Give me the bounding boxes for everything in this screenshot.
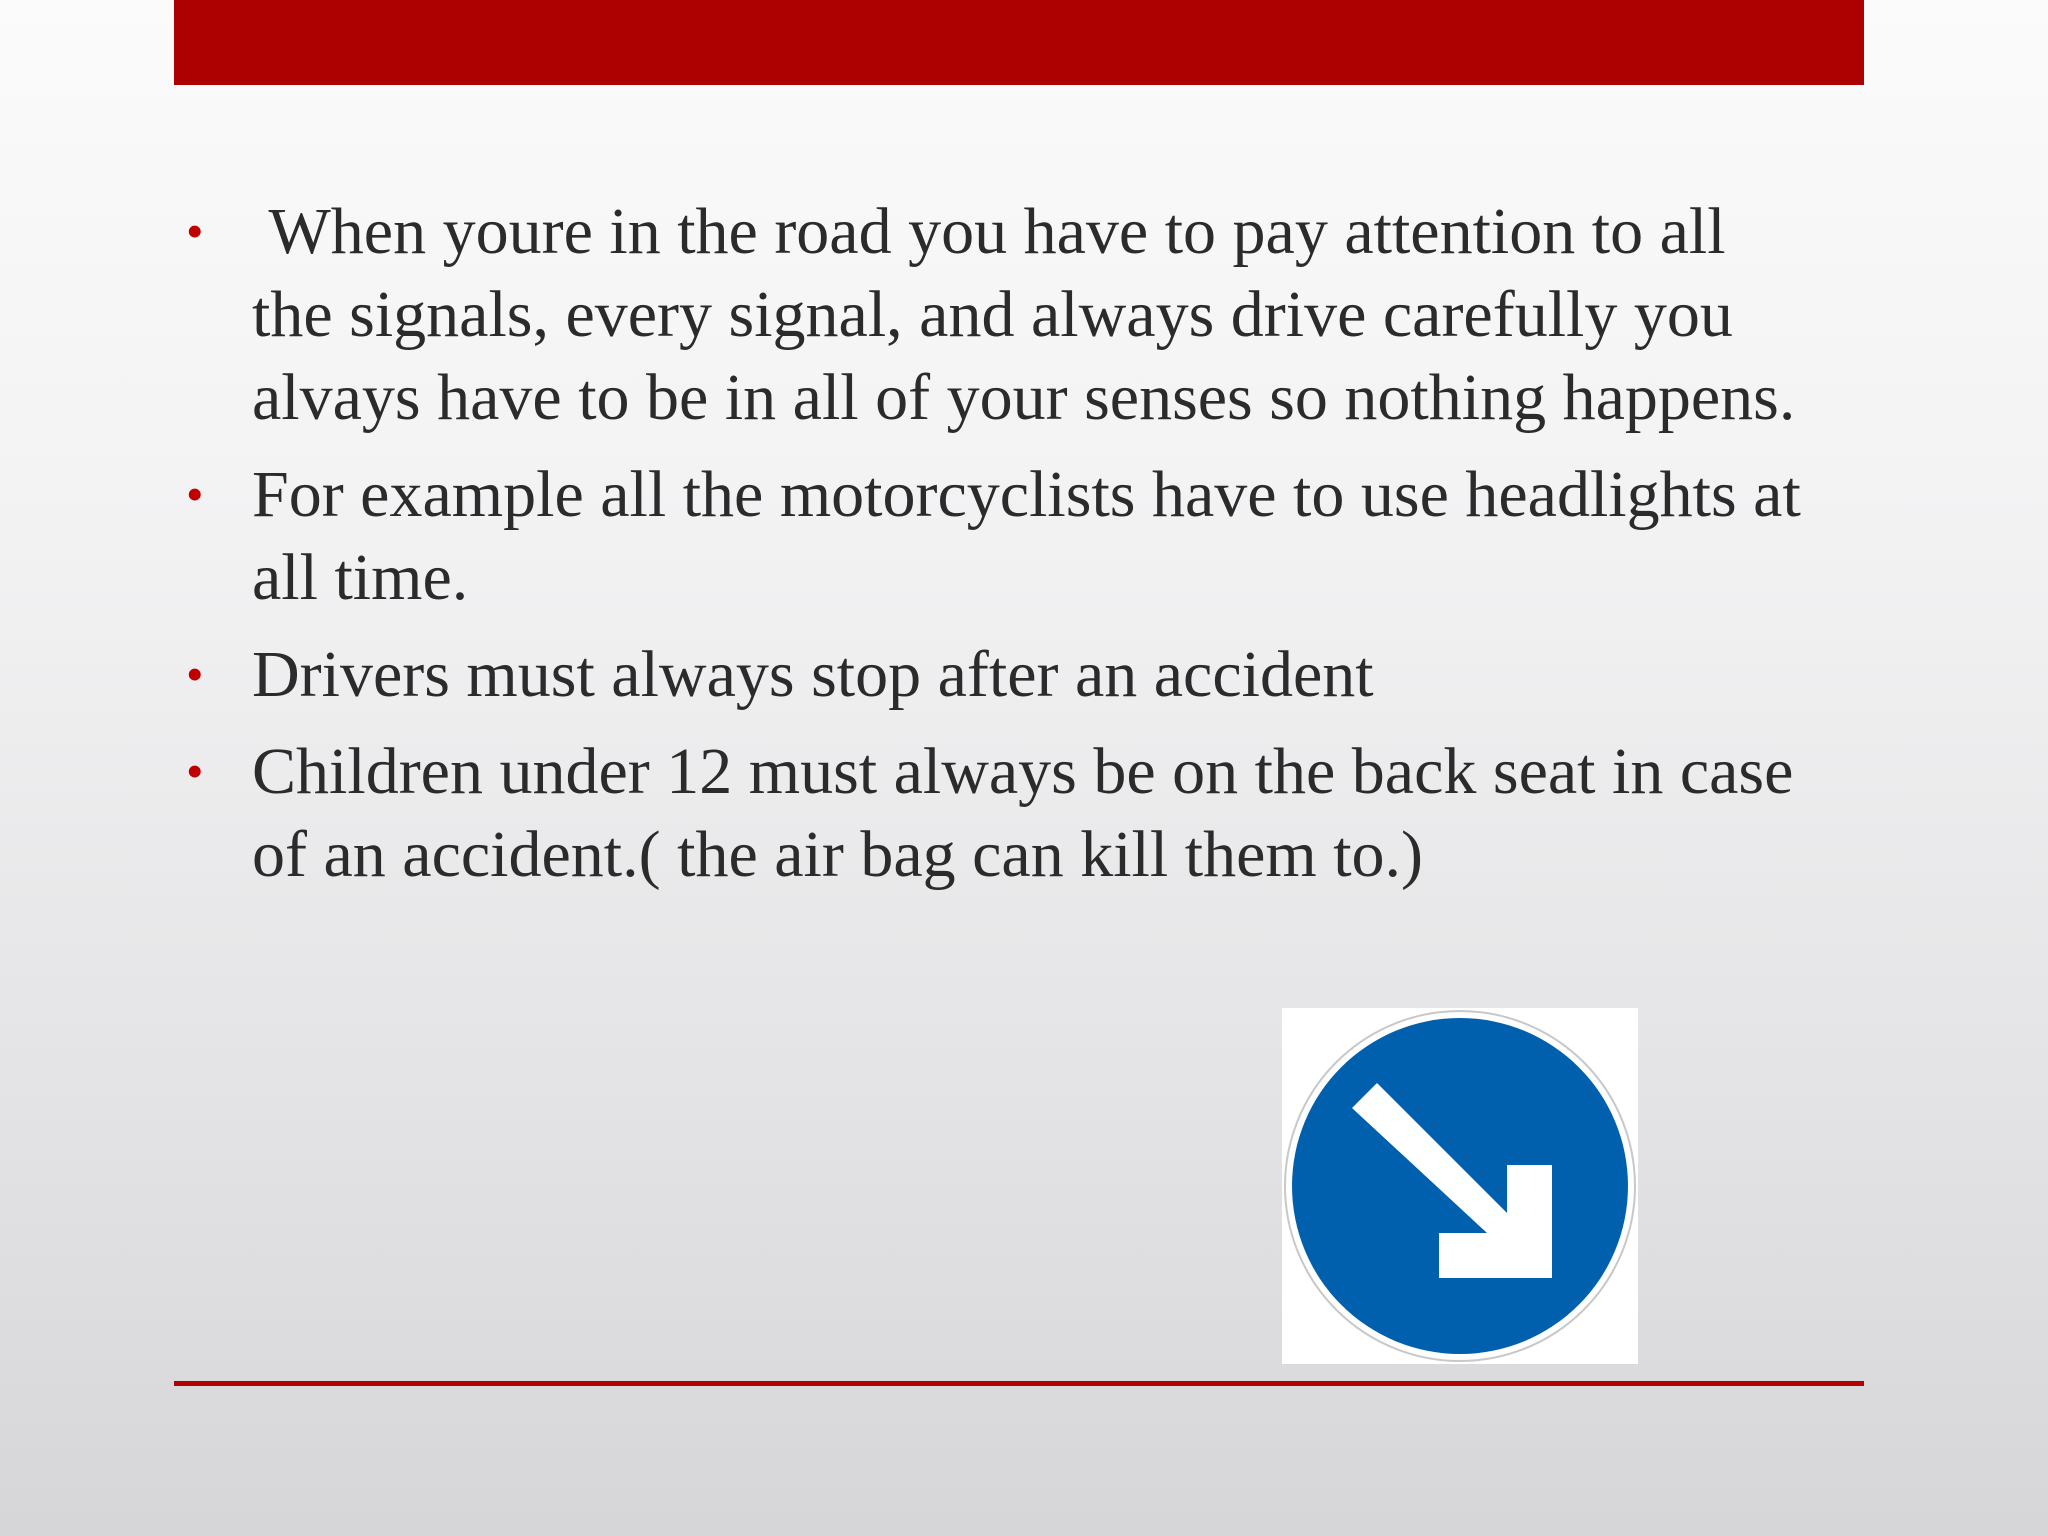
- bullet-item: [186, 730, 1816, 896]
- bottom-divider: [174, 1381, 1864, 1386]
- top-accent-bar: [174, 0, 1864, 85]
- bullet-text: For example all the motorcyclists have to use headlights at all time.: [252, 458, 1801, 614]
- bullet-list: [186, 190, 1816, 910]
- bullet-item: [186, 190, 1816, 439]
- keep-right-sign-image: [1282, 1008, 1638, 1364]
- bullet-dot: •: [186, 203, 204, 259]
- bullet-item: [186, 633, 1816, 716]
- bullet-item: [186, 453, 1816, 619]
- keep-right-sign-icon: [1282, 1008, 1638, 1364]
- bullet-dot: •: [186, 646, 204, 702]
- bullet-text: When youre in the road you have to pay attention to all the signals, every signal, and always drive carefully you alvays have to be in all of your senses so nothing happens.: [252, 195, 1796, 434]
- bullet-text: Children under 12 must always be on the back seat in case of an accident.( the air bag can kill them to.): [252, 735, 1794, 891]
- bullet-text: Drivers must always stop after an accident: [252, 638, 1374, 711]
- bullet-dot: •: [186, 466, 204, 522]
- bullet-dot: •: [186, 743, 204, 799]
